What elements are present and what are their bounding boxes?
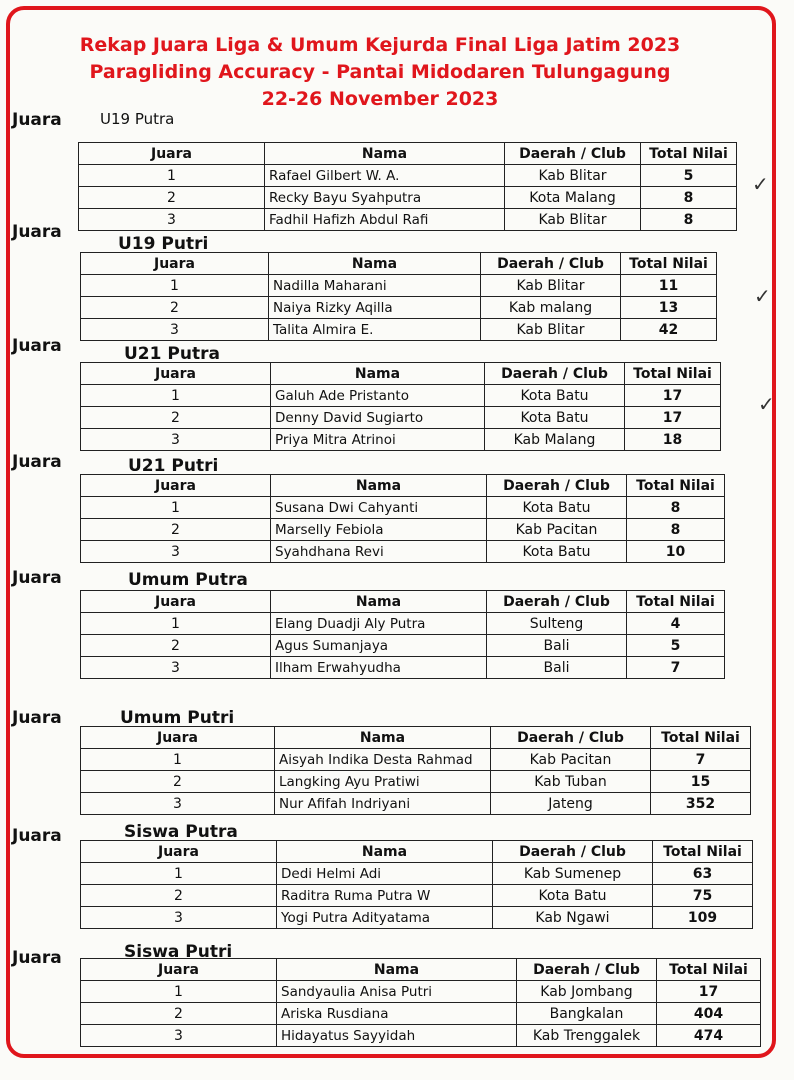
col-header-juara: Juara bbox=[81, 475, 271, 497]
rank-cell: 2 bbox=[81, 635, 271, 657]
rank-cell: 2 bbox=[81, 297, 269, 319]
section-title: U21 Putri bbox=[128, 456, 219, 476]
score-cell: 11 bbox=[621, 275, 717, 297]
table-row bbox=[81, 319, 717, 341]
club-cell: Jateng bbox=[491, 793, 651, 815]
name-cell: Aisyah Indika Desta Rahmad bbox=[275, 749, 491, 771]
juara-label: Juara bbox=[12, 948, 62, 968]
score-cell: 5 bbox=[627, 635, 725, 657]
name-cell: Langking Ayu Pratiwi bbox=[275, 771, 491, 793]
header-line-3: 22-26 November 2023 bbox=[261, 88, 499, 110]
score-cell: 8 bbox=[627, 519, 725, 541]
name-cell: Galuh Ade Pristanto bbox=[271, 385, 485, 407]
rank-cell: 1 bbox=[81, 749, 275, 771]
document-header bbox=[40, 32, 720, 113]
table-row bbox=[81, 981, 761, 1003]
juara-label: Juara bbox=[12, 222, 62, 242]
juara-label: Juara bbox=[12, 708, 62, 728]
club-cell: Kab Blitar bbox=[505, 209, 641, 231]
table-row bbox=[81, 519, 725, 541]
results-table bbox=[80, 474, 725, 563]
name-cell: Nadilla Maharani bbox=[269, 275, 481, 297]
club-cell: Kota Batu bbox=[485, 407, 625, 429]
col-header-daerah: Daerah / Club bbox=[485, 363, 625, 385]
name-cell: Dedi Helmi Adi bbox=[277, 863, 493, 885]
col-header-juara: Juara bbox=[81, 591, 271, 613]
score-cell: 109 bbox=[653, 907, 753, 929]
col-header-nama: Nama bbox=[269, 253, 481, 275]
rank-cell: 1 bbox=[81, 497, 271, 519]
table-row bbox=[81, 429, 721, 451]
club-cell: Kab Jombang bbox=[517, 981, 657, 1003]
club-cell: Sulteng bbox=[487, 613, 627, 635]
score-cell: 404 bbox=[657, 1003, 761, 1025]
score-cell: 42 bbox=[621, 319, 717, 341]
name-cell: Susana Dwi Cahyanti bbox=[271, 497, 487, 519]
results-table bbox=[78, 142, 737, 231]
check-mark: ✓ bbox=[758, 392, 775, 416]
rank-cell: 3 bbox=[81, 541, 271, 563]
col-header-total: Total Nilai bbox=[627, 475, 725, 497]
col-header-juara: Juara bbox=[81, 959, 277, 981]
juara-label: Juara bbox=[12, 336, 62, 356]
rank-cell: 3 bbox=[81, 1025, 277, 1047]
name-cell: Recky Bayu Syahputra bbox=[265, 187, 505, 209]
rank-cell: 1 bbox=[79, 165, 265, 187]
results-table bbox=[80, 726, 751, 815]
score-cell: 15 bbox=[651, 771, 751, 793]
table-row bbox=[81, 275, 717, 297]
col-header-juara: Juara bbox=[81, 253, 269, 275]
rank-cell: 3 bbox=[81, 793, 275, 815]
score-cell: 8 bbox=[641, 187, 737, 209]
club-cell: Kota Batu bbox=[485, 385, 625, 407]
table-row bbox=[81, 635, 725, 657]
check-mark: ✓ bbox=[752, 172, 769, 196]
score-cell: 10 bbox=[627, 541, 725, 563]
col-header-juara: Juara bbox=[79, 143, 265, 165]
table-row bbox=[81, 1003, 761, 1025]
table-header-row bbox=[81, 475, 725, 497]
section-title: Siswa Putra bbox=[124, 822, 238, 842]
club-cell: Kab Ngawi bbox=[493, 907, 653, 929]
table-header-row bbox=[81, 727, 751, 749]
club-cell: Kab Sumenep bbox=[493, 863, 653, 885]
club-cell: Kota Batu bbox=[487, 541, 627, 563]
name-cell: Sandyaulia Anisa Putri bbox=[277, 981, 517, 1003]
col-header-total: Total Nilai bbox=[625, 363, 721, 385]
table-header-row bbox=[81, 841, 753, 863]
col-header-total: Total Nilai bbox=[653, 841, 753, 863]
rank-cell: 2 bbox=[81, 771, 275, 793]
results-table bbox=[80, 362, 721, 451]
results-table bbox=[80, 958, 761, 1047]
club-cell: Kota Malang bbox=[505, 187, 641, 209]
rank-cell: 1 bbox=[81, 275, 269, 297]
col-header-nama: Nama bbox=[275, 727, 491, 749]
club-cell: Bali bbox=[487, 657, 627, 679]
table-row bbox=[81, 385, 721, 407]
score-cell: 4 bbox=[627, 613, 725, 635]
col-header-total: Total Nilai bbox=[657, 959, 761, 981]
table-header-row bbox=[79, 143, 737, 165]
juara-label: Juara bbox=[12, 110, 62, 130]
col-header-daerah: Daerah / Club bbox=[491, 727, 651, 749]
rank-cell: 1 bbox=[81, 981, 277, 1003]
name-cell: Agus Sumanjaya bbox=[271, 635, 487, 657]
rank-cell: 1 bbox=[81, 385, 271, 407]
name-cell: Rafael Gilbert W. A. bbox=[265, 165, 505, 187]
section-title: Siswa Putri bbox=[124, 942, 233, 962]
table-row bbox=[81, 863, 753, 885]
score-cell: 5 bbox=[641, 165, 737, 187]
name-cell: Syahdhana Revi bbox=[271, 541, 487, 563]
rank-cell: 1 bbox=[81, 613, 271, 635]
header-line-1: Rekap Juara Liga & Umum Kejurda Final Liga Jatim 2023 bbox=[79, 34, 681, 56]
table-row bbox=[81, 749, 751, 771]
col-header-total: Total Nilai bbox=[627, 591, 725, 613]
name-cell: Raditra Ruma Putra W bbox=[277, 885, 493, 907]
name-cell: Nur Afifah Indriyani bbox=[275, 793, 491, 815]
table-row bbox=[81, 497, 725, 519]
score-cell: 7 bbox=[651, 749, 751, 771]
section-title: Umum Putri bbox=[120, 708, 235, 728]
rank-cell: 3 bbox=[81, 319, 269, 341]
table-row bbox=[79, 165, 737, 187]
name-cell: Elang Duadji Aly Putra bbox=[271, 613, 487, 635]
name-cell: Yogi Putra Adityatama bbox=[277, 907, 493, 929]
club-cell: Kota Batu bbox=[493, 885, 653, 907]
results-table bbox=[80, 840, 753, 929]
col-header-nama: Nama bbox=[277, 841, 493, 863]
score-cell: 63 bbox=[653, 863, 753, 885]
section-title: U19 Putra bbox=[100, 110, 175, 128]
table-row bbox=[81, 657, 725, 679]
name-cell: Naiya Rizky Aqilla bbox=[269, 297, 481, 319]
col-header-daerah: Daerah / Club bbox=[487, 591, 627, 613]
score-cell: 17 bbox=[657, 981, 761, 1003]
rank-cell: 3 bbox=[81, 657, 271, 679]
juara-label: Juara bbox=[12, 826, 62, 846]
club-cell: Bali bbox=[487, 635, 627, 657]
col-header-nama: Nama bbox=[265, 143, 505, 165]
table-row bbox=[81, 885, 753, 907]
table-row bbox=[81, 613, 725, 635]
club-cell: Kab Blitar bbox=[481, 275, 621, 297]
club-cell: Kab Tuban bbox=[491, 771, 651, 793]
table-header-row bbox=[81, 591, 725, 613]
table-header-row bbox=[81, 959, 761, 981]
score-cell: 13 bbox=[621, 297, 717, 319]
col-header-nama: Nama bbox=[271, 363, 485, 385]
score-cell: 7 bbox=[627, 657, 725, 679]
rank-cell: 2 bbox=[81, 1003, 277, 1025]
col-header-daerah: Daerah / Club bbox=[505, 143, 641, 165]
col-header-daerah: Daerah / Club bbox=[487, 475, 627, 497]
juara-label: Juara bbox=[12, 568, 62, 588]
club-cell: Kab Malang bbox=[485, 429, 625, 451]
results-table bbox=[80, 252, 717, 341]
rank-cell: 3 bbox=[81, 429, 271, 451]
score-cell: 17 bbox=[625, 385, 721, 407]
check-mark: ✓ bbox=[754, 284, 771, 308]
col-header-total: Total Nilai bbox=[621, 253, 717, 275]
table-row bbox=[81, 541, 725, 563]
table-row bbox=[81, 1025, 761, 1047]
name-cell: Ilham Erwahyudha bbox=[271, 657, 487, 679]
club-cell: Kab Pacitan bbox=[487, 519, 627, 541]
score-cell: 474 bbox=[657, 1025, 761, 1047]
col-header-total: Total Nilai bbox=[651, 727, 751, 749]
club-cell: Kab malang bbox=[481, 297, 621, 319]
col-header-daerah: Daerah / Club bbox=[493, 841, 653, 863]
col-header-daerah: Daerah / Club bbox=[481, 253, 621, 275]
section-title: U19 Putri bbox=[118, 234, 209, 254]
score-cell: 8 bbox=[627, 497, 725, 519]
rank-cell: 2 bbox=[81, 407, 271, 429]
score-cell: 17 bbox=[625, 407, 721, 429]
table-row bbox=[81, 793, 751, 815]
col-header-nama: Nama bbox=[271, 475, 487, 497]
section-title: U21 Putra bbox=[124, 344, 220, 364]
table-row bbox=[81, 407, 721, 429]
club-cell: Kab Blitar bbox=[505, 165, 641, 187]
col-header-juara: Juara bbox=[81, 363, 271, 385]
table-header-row bbox=[81, 363, 721, 385]
club-cell: Bangkalan bbox=[517, 1003, 657, 1025]
rank-cell: 3 bbox=[79, 209, 265, 231]
table-row bbox=[79, 187, 737, 209]
score-cell: 18 bbox=[625, 429, 721, 451]
table-header-row bbox=[81, 253, 717, 275]
table-row bbox=[79, 209, 737, 231]
rank-cell: 2 bbox=[81, 519, 271, 541]
col-header-juara: Juara bbox=[81, 727, 275, 749]
rank-cell: 2 bbox=[81, 885, 277, 907]
col-header-daerah: Daerah / Club bbox=[517, 959, 657, 981]
col-header-juara: Juara bbox=[81, 841, 277, 863]
rank-cell: 3 bbox=[81, 907, 277, 929]
table-row bbox=[81, 907, 753, 929]
col-header-nama: Nama bbox=[271, 591, 487, 613]
name-cell: Priya Mitra Atrinoi bbox=[271, 429, 485, 451]
name-cell: Hidayatus Sayyidah bbox=[277, 1025, 517, 1047]
club-cell: Kab Blitar bbox=[481, 319, 621, 341]
col-header-total: Total Nilai bbox=[641, 143, 737, 165]
table-row bbox=[81, 771, 751, 793]
section-title: Umum Putra bbox=[128, 570, 248, 590]
results-table bbox=[80, 590, 725, 679]
rank-cell: 1 bbox=[81, 863, 277, 885]
club-cell: Kota Batu bbox=[487, 497, 627, 519]
name-cell: Talita Almira E. bbox=[269, 319, 481, 341]
score-cell: 352 bbox=[651, 793, 751, 815]
name-cell: Denny David Sugiarto bbox=[271, 407, 485, 429]
header-line-2: Paragliding Accuracy - Pantai Midodaren Tulungagung bbox=[89, 61, 671, 83]
col-header-nama: Nama bbox=[277, 959, 517, 981]
name-cell: Marselly Febiola bbox=[271, 519, 487, 541]
club-cell: Kab Pacitan bbox=[491, 749, 651, 771]
juara-label: Juara bbox=[12, 452, 62, 472]
name-cell: Ariska Rusdiana bbox=[277, 1003, 517, 1025]
rank-cell: 2 bbox=[79, 187, 265, 209]
score-cell: 75 bbox=[653, 885, 753, 907]
club-cell: Kab Trenggalek bbox=[517, 1025, 657, 1047]
table-row bbox=[81, 297, 717, 319]
name-cell: Fadhil Hafizh Abdul Rafi bbox=[265, 209, 505, 231]
score-cell: 8 bbox=[641, 209, 737, 231]
